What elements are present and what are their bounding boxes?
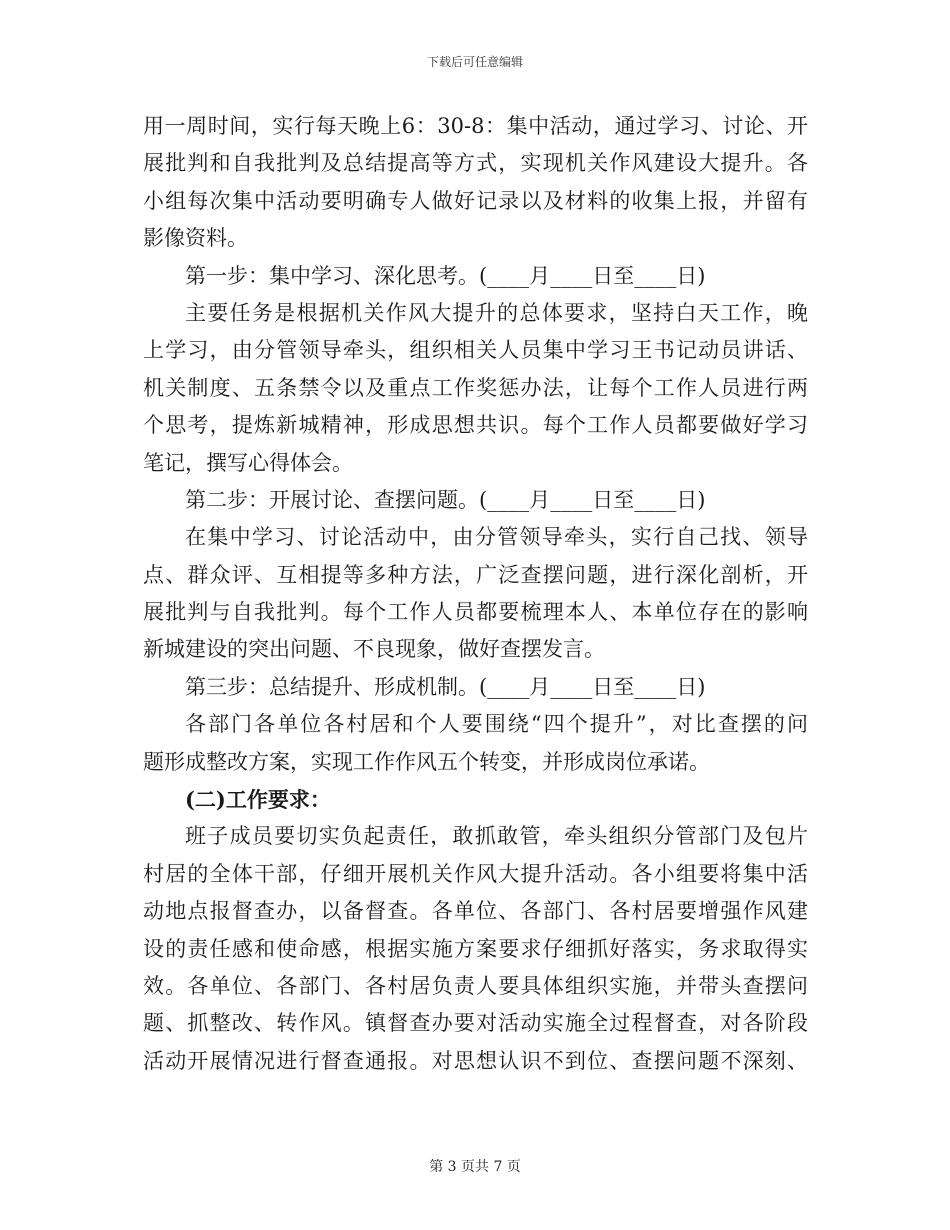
body-line: 设的责任感和使命感，根据实施方案要求仔细抓好落实，务求取得实 bbox=[143, 936, 808, 961]
body-line: 在集中学习、讨论活动中，由分管领导牵头，实行自己找、领导 bbox=[185, 525, 808, 550]
step-heading: 第一步：集中学习、深化思考。(____月____日至____日) bbox=[185, 263, 706, 288]
body-line: 主要任务是根据机关作风大提升的总体要求，坚持白天工作，晚 bbox=[185, 300, 808, 325]
body-line: 动地点报督查办，以备督查。各单位、各部门、各村居要增强作风建 bbox=[143, 899, 808, 924]
body-line: 展批判与自我批判。每个工作人员都要梳理本人、本单位存在的影响 bbox=[143, 600, 808, 625]
body-line: 班子成员要切实负起责任，敢抓敢管，牵头组织分管部门及包片 bbox=[185, 824, 808, 849]
body-line: 各部门各单位各村居和个人要围绕“四个提升”，对比查摆的问 bbox=[185, 712, 808, 737]
section-heading: (二)工作要求： bbox=[185, 787, 331, 813]
body-line: 用一周时间，实行每天晚上6：30-8：集中活动，通过学习、讨论、开 bbox=[143, 114, 808, 138]
step-heading: 第二步：开展讨论、查摆问题。(____月____日至____日) bbox=[185, 487, 706, 512]
body-line: 活动开展情况进行督查通报。对思想认识不到位、查摆问题不深刻、 bbox=[143, 1048, 808, 1073]
body-line: 点、群众评、互相提等多种方法，广泛查摆问题，进行深化剖析，开 bbox=[143, 562, 808, 587]
body-line: 影像资料。 bbox=[143, 226, 248, 251]
document-body bbox=[143, 108, 808, 1080]
body-line: 村居的全体干部，仔细开展机关作风大提升活动。各小组要将集中活 bbox=[143, 861, 808, 886]
body-line: 展批判和自我批判及总结提高等方式，实现机关作风建设大提升。各 bbox=[143, 151, 808, 176]
page-footer: 第 3 页共 7 页 bbox=[429, 1159, 521, 1175]
body-line: 机关制度、五条禁令以及重点工作奖惩办法，让每个工作人员进行两 bbox=[143, 375, 808, 400]
body-line: 笔记，撰写心得体会。 bbox=[143, 450, 353, 475]
body-line: 小组每次集中活动要明确专人做好记录以及材料的收集上报，并留有 bbox=[143, 188, 808, 213]
body-line: 题形成整改方案，实现工作作风五个转变，并形成岗位承诺。 bbox=[143, 749, 710, 774]
page-header: 下载后可任意编辑 bbox=[426, 55, 523, 69]
body-line: 上学习，由分管领导牵头，组织相关人员集中学习王书记动员讲话、 bbox=[143, 338, 808, 363]
body-line: 新城建设的突出问题、不良现象，做好查摆发言。 bbox=[143, 637, 605, 662]
body-line: 题、抓整改、转作风。镇督查办要对活动实施全过程督查，对各阶段 bbox=[143, 1011, 808, 1036]
step-heading: 第三步：总结提升、形成机制。(____月____日至____日) bbox=[185, 674, 706, 699]
body-line: 个思考，提炼新城精神，形成思想共识。每个工作人员都要做好学习 bbox=[143, 413, 808, 438]
body-line: 效。各单位、各部门、各村居负责人要具体组织实施，并带头查摆问 bbox=[143, 973, 808, 998]
